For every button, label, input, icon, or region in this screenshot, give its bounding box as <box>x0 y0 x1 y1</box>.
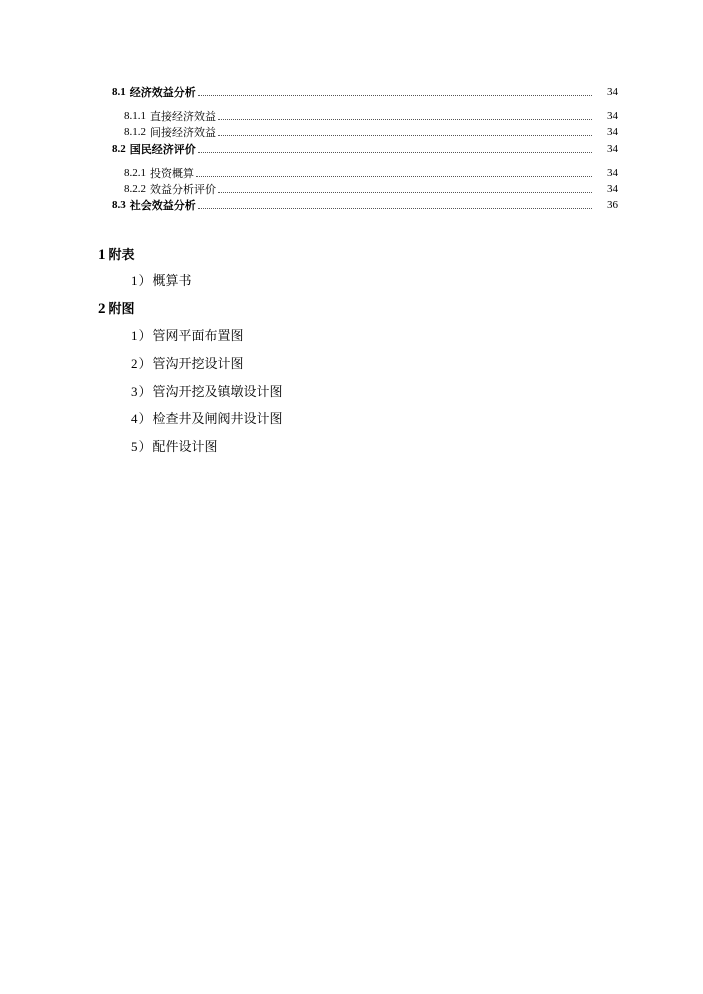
toc-title: 直接经济效益 <box>150 110 216 123</box>
heading-title: 附表 <box>108 248 135 263</box>
toc-page-number: 34 <box>607 183 618 195</box>
toc-page-number: 34 <box>607 143 618 155</box>
item-label: 概算书 <box>152 274 192 289</box>
item-label: 管网平面布置图 <box>152 329 244 344</box>
toc-leader <box>218 119 592 120</box>
toc-entry-8-2-2[interactable] <box>124 183 618 196</box>
toc-title: 间接经济效益 <box>150 126 216 139</box>
item-label: 管沟开挖及镇墩设计图 <box>152 385 283 400</box>
toc-entry-8-2[interactable] <box>112 143 618 156</box>
toc-number: 8.3 <box>112 199 126 211</box>
toc-page-number: 36 <box>607 199 618 211</box>
item-number: 5 <box>131 439 138 454</box>
item-number: 2 <box>131 356 138 371</box>
toc-entry-8-1-1[interactable] <box>124 110 618 123</box>
appendix-table-item-1 <box>131 273 192 290</box>
item-label: 管沟开挖设计图 <box>152 357 244 372</box>
toc-number: 8.2.2 <box>124 183 146 195</box>
appendix-tables-heading <box>98 247 135 264</box>
toc-leader <box>218 135 592 136</box>
toc-title: 投资概算 <box>150 167 194 180</box>
toc-number: 8.2 <box>112 143 126 155</box>
item-paren: ） <box>138 440 152 455</box>
appendix-drawing-item-3 <box>131 384 283 401</box>
appendix-drawing-item-1 <box>131 328 244 345</box>
item-paren: ） <box>138 274 152 289</box>
toc-number: 8.1.2 <box>124 126 146 138</box>
item-paren: ） <box>138 385 152 400</box>
toc-title: 经济效益分析 <box>129 86 196 99</box>
toc-leader <box>218 192 592 193</box>
toc-leader <box>196 176 592 177</box>
item-number: 3 <box>131 384 138 399</box>
appendix-drawing-item-5 <box>131 439 218 456</box>
toc-page-number: 34 <box>607 86 618 98</box>
item-number: 1 <box>131 273 138 288</box>
appendix-drawing-item-4 <box>131 411 283 428</box>
toc-entry-8-1-2[interactable] <box>124 126 618 139</box>
item-label: 检查井及闸阀井设计图 <box>152 412 283 427</box>
toc-number: 8.2.1 <box>124 167 146 179</box>
toc-leader <box>198 208 592 209</box>
toc-page-number: 34 <box>607 110 618 122</box>
heading-number: 1 <box>98 247 106 263</box>
item-paren: ） <box>138 329 152 344</box>
toc-number: 8.1.1 <box>124 110 146 122</box>
toc-leader <box>198 152 592 153</box>
toc-entry-8-2-1[interactable] <box>124 167 618 180</box>
item-label: 配件设计图 <box>152 440 218 455</box>
heading-title: 附图 <box>108 302 135 317</box>
toc-title: 国民经济评价 <box>129 143 196 156</box>
appendix-drawing-item-2 <box>131 356 244 373</box>
appendix-drawings-heading <box>98 301 135 318</box>
toc-page-number: 34 <box>607 126 618 138</box>
toc-entry-8-3[interactable] <box>112 199 618 212</box>
toc-page-number: 34 <box>607 167 618 179</box>
heading-number: 2 <box>98 301 106 317</box>
toc-entry-8-1[interactable] <box>112 86 618 99</box>
toc-title: 效益分析评价 <box>150 183 216 196</box>
item-paren: ） <box>138 357 152 372</box>
toc-number: 8.1 <box>112 86 126 98</box>
toc-title: 社会效益分析 <box>129 199 196 212</box>
toc-leader <box>198 95 592 96</box>
item-paren: ） <box>138 412 152 427</box>
item-number: 4 <box>131 411 138 426</box>
item-number: 1 <box>131 328 138 343</box>
